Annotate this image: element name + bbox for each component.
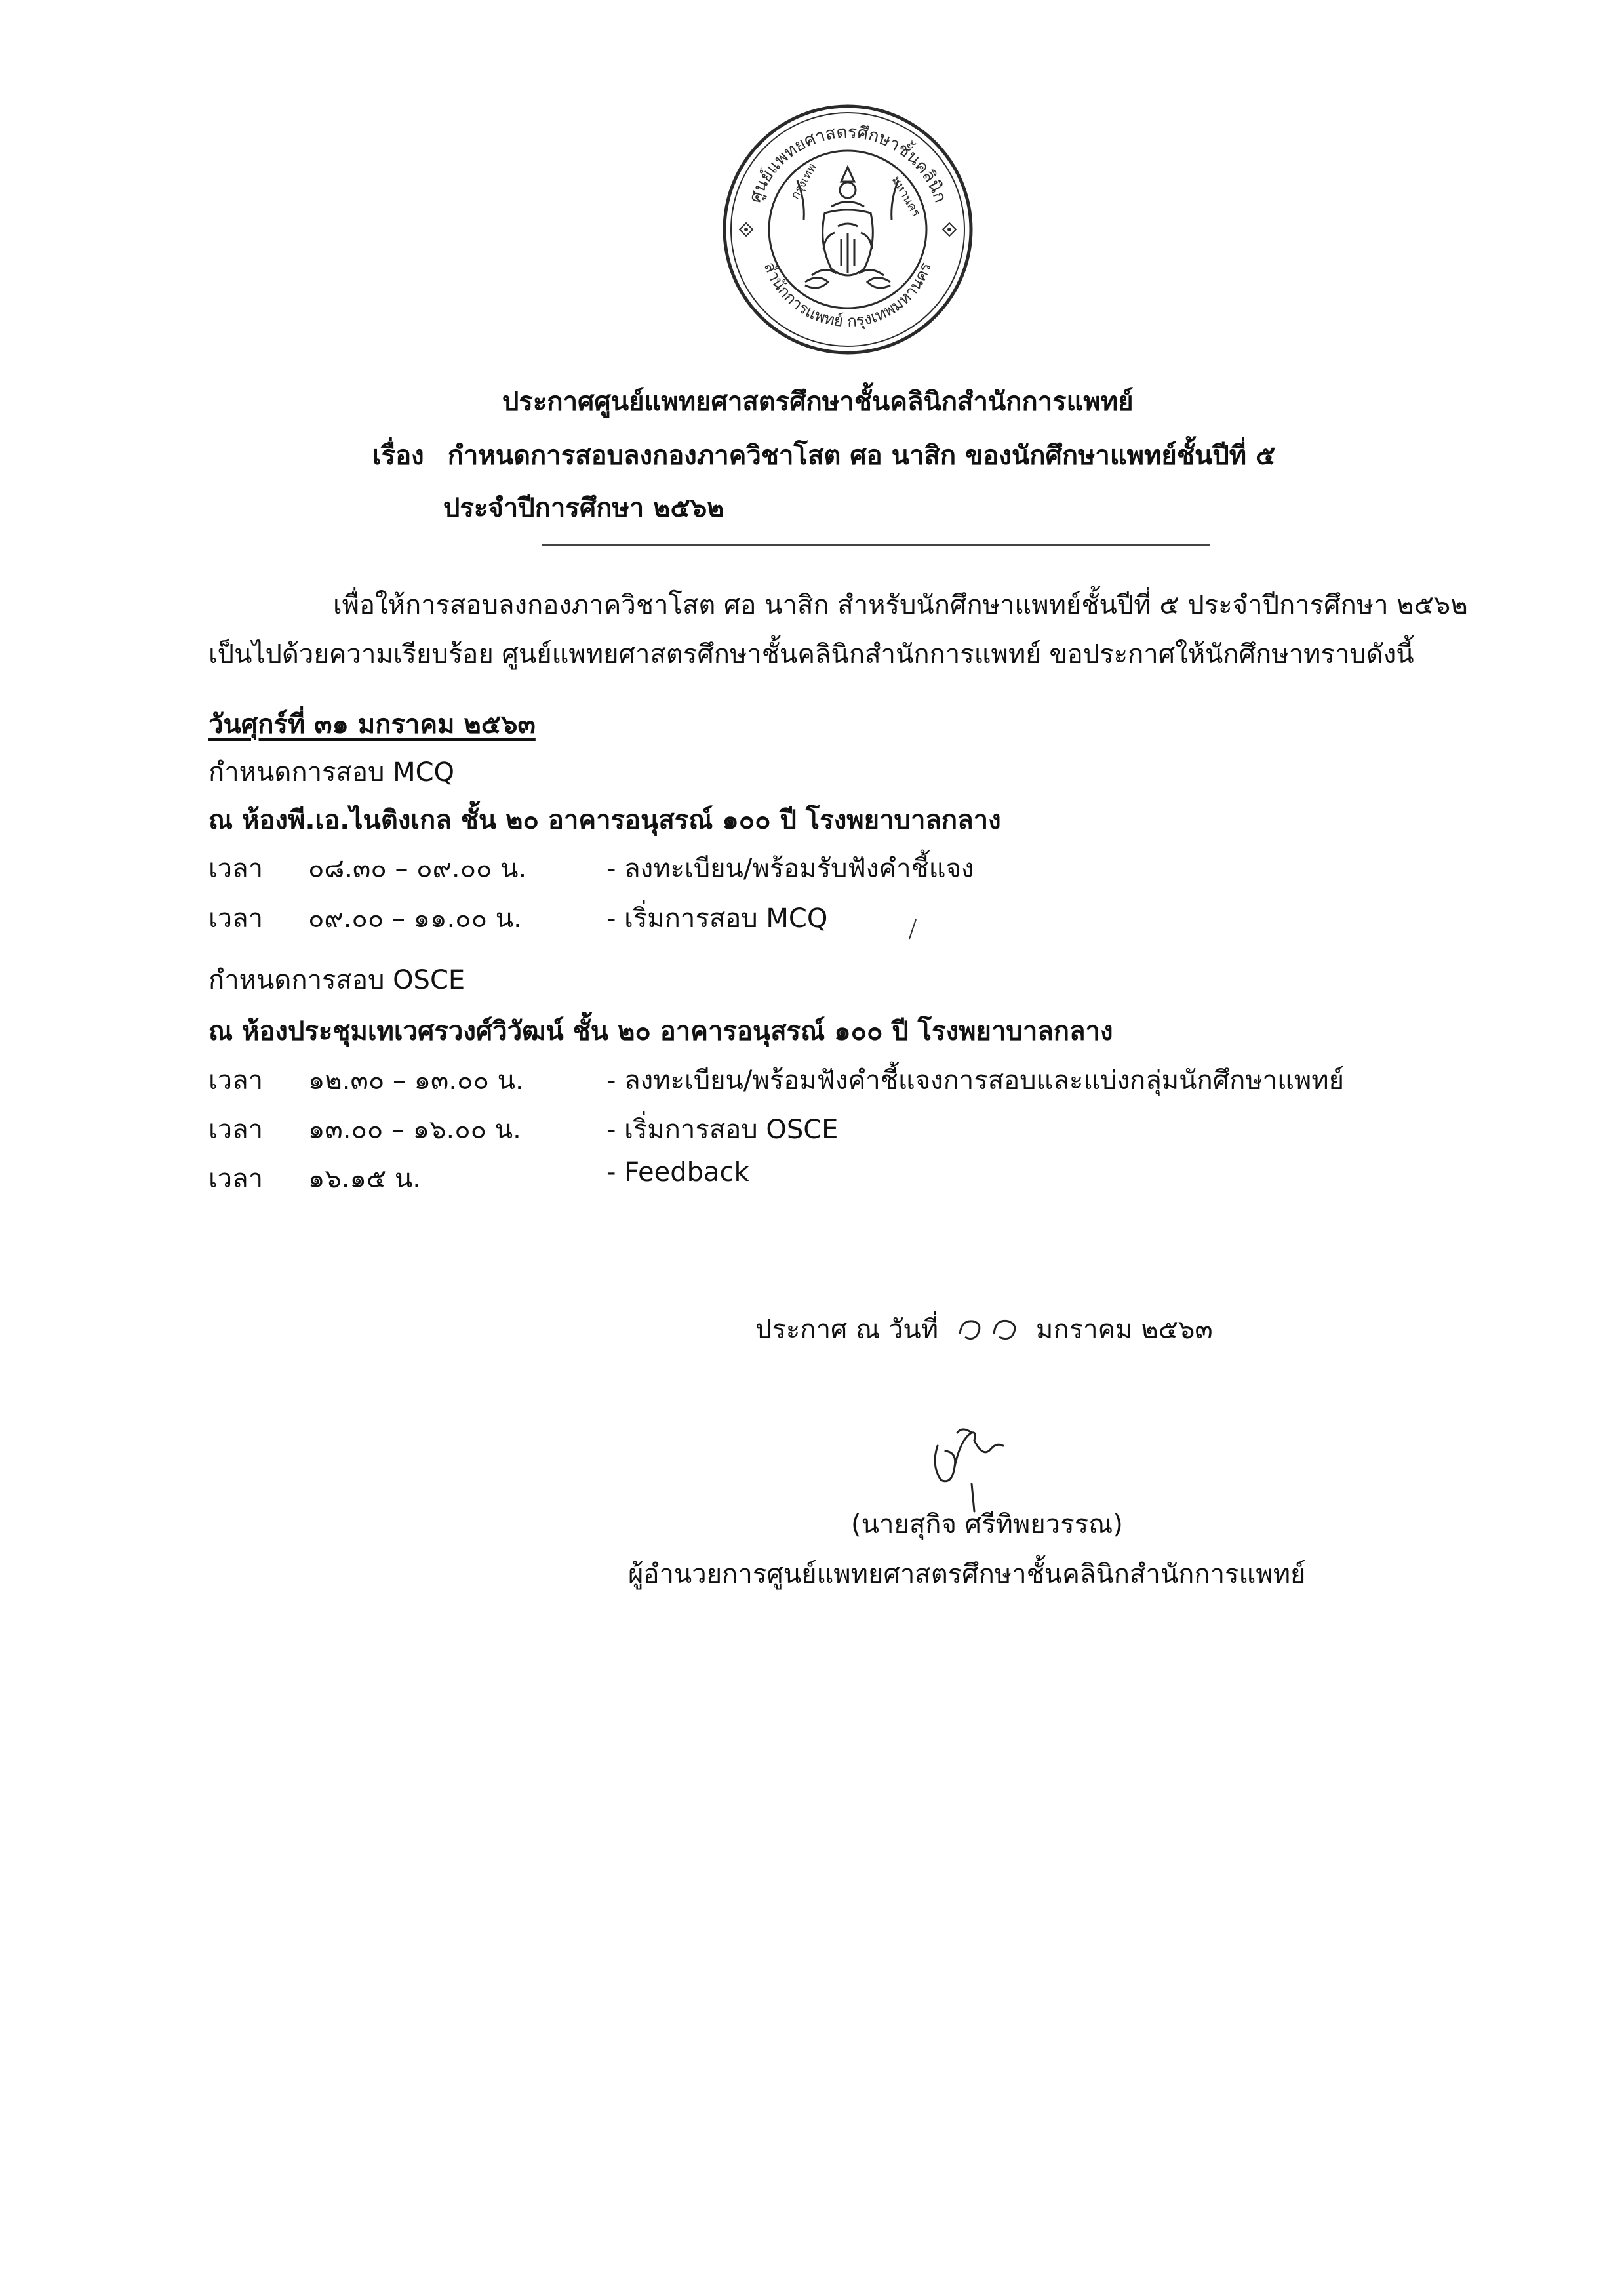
signatory-name: (นายสุกิจ ศรีทิพยวรรณ) [851, 1509, 1123, 1540]
osce-heading: กำหนดการสอบ OSCE [208, 965, 465, 995]
activity: - ลงทะเบียน/พร้อมฟังคำชี้แจงการสอบและแบ่งกลุ่มนักศึกษาแพทย์ [606, 1065, 1345, 1096]
seal-inner-left-text: กรุงเทพ [788, 161, 820, 202]
activity: - เริ่มการสอบ OSCE [606, 1115, 839, 1145]
bangkok-emblem-seal-icon [720, 102, 976, 357]
handwritten-signature-icon [911, 1406, 1042, 1518]
time-label: เวลา [208, 1115, 264, 1145]
time-label: เวลา [208, 854, 264, 884]
announcement-date-prefix: ประกาศ ณ วันที่ [755, 1315, 939, 1345]
time-range: ๑๓.๐๐ – ๑๖.๐๐ น. [308, 1115, 521, 1145]
signatory-position: ผู้อำนวยการศูนย์แพทยศาสตรศึกษาชั้นคลินิกสำนักการแพทย์ [628, 1559, 1306, 1589]
activity: - เริ่มการสอบ MCQ [606, 904, 828, 934]
exam-date: วันศุกร์ที่ ๓๑ มกราคม ๒๕๖๓ [208, 709, 536, 740]
subject-label: เรื่อง [372, 441, 424, 471]
mcq-heading: กำหนดการสอบ MCQ [208, 757, 454, 787]
handwritten-day [956, 1308, 1027, 1347]
subject-line [372, 434, 1275, 476]
seal-inner-right-text: มหานคร [888, 174, 923, 220]
osce-location: ณ ห้องประชุมเทเวศรวงศ์วิวัฒน์ ชั้น ๒๐ อาคารอนุสรณ์ ๑๐๐ ปี โรงพยาบาลกลาง [208, 1016, 1113, 1046]
activity: - Feedback [606, 1157, 749, 1187]
title-divider [542, 544, 1210, 546]
time-range: ๐๙.๐๐ – ๑๑.๐๐ น. [308, 904, 522, 934]
intro-line-2: เป็นไปด้วยความเรียบร้อย ศูนย์แพทยศาสตรศึกษาชั้นคลินิกสำนักการแพทย์ ขอประกาศให้นักศึกษาทราบดังนี้ [208, 639, 1414, 669]
announcement-month-year: มกราคม ๒๕๖๓ [1036, 1315, 1213, 1345]
subject-text: กำหนดการสอบลงกองภาควิชาโสต ศอ นาสิก ของนักศึกษาแพทย์ชั้นปีที่ ๕ [447, 441, 1276, 471]
mcq-location: ณ ห้องพี.เอ.ไนติงเกล ชั้น ๒๐ อาคารอนุสรณ์ ๑๐๐ ปี โรงพยาบาลกลาง [208, 805, 1001, 835]
time-range: ๑๖.๑๕ น. [308, 1164, 421, 1194]
svg-text:ศูนย์แพทยศาสตรศึกษาชั้นคลินิก [745, 123, 951, 205]
pen-tick-mark-icon [908, 918, 917, 940]
activity: - ลงทะเบียน/พร้อมรับฟังคำชี้แจง [606, 854, 974, 884]
time-range: ๐๘.๓๐ – ๐๙.๐๐ น. [308, 854, 527, 884]
seal-top-text: ศูนย์แพทยศาสตรศึกษาชั้นคลินิก [745, 122, 951, 206]
time-label: เวลา [208, 1065, 264, 1096]
time-label: เวลา [208, 904, 264, 934]
intro-line-1: เพื่อให้การสอบลงกองภาควิชาโสต ศอ นาสิก สำหรับนักศึกษาแพทย์ชั้นปีที่ ๕ ประจำปีการศึกษา ๒๕๖๒ [333, 590, 1468, 620]
announcement-title: ประกาศศูนย์แพทยศาสตรศึกษาชั้นคลินิกสำนักการแพทย์ [502, 387, 1134, 417]
time-label: เวลา [208, 1164, 264, 1194]
seal-bottom-text: สำนักการแพทย์ กรุงเทพมหานคร [760, 259, 935, 331]
time-range: ๑๒.๓๐ – ๑๓.๐๐ น. [308, 1065, 524, 1096]
academic-year-line: ประจำปีการศึกษา ๒๕๖๒ [443, 493, 724, 523]
